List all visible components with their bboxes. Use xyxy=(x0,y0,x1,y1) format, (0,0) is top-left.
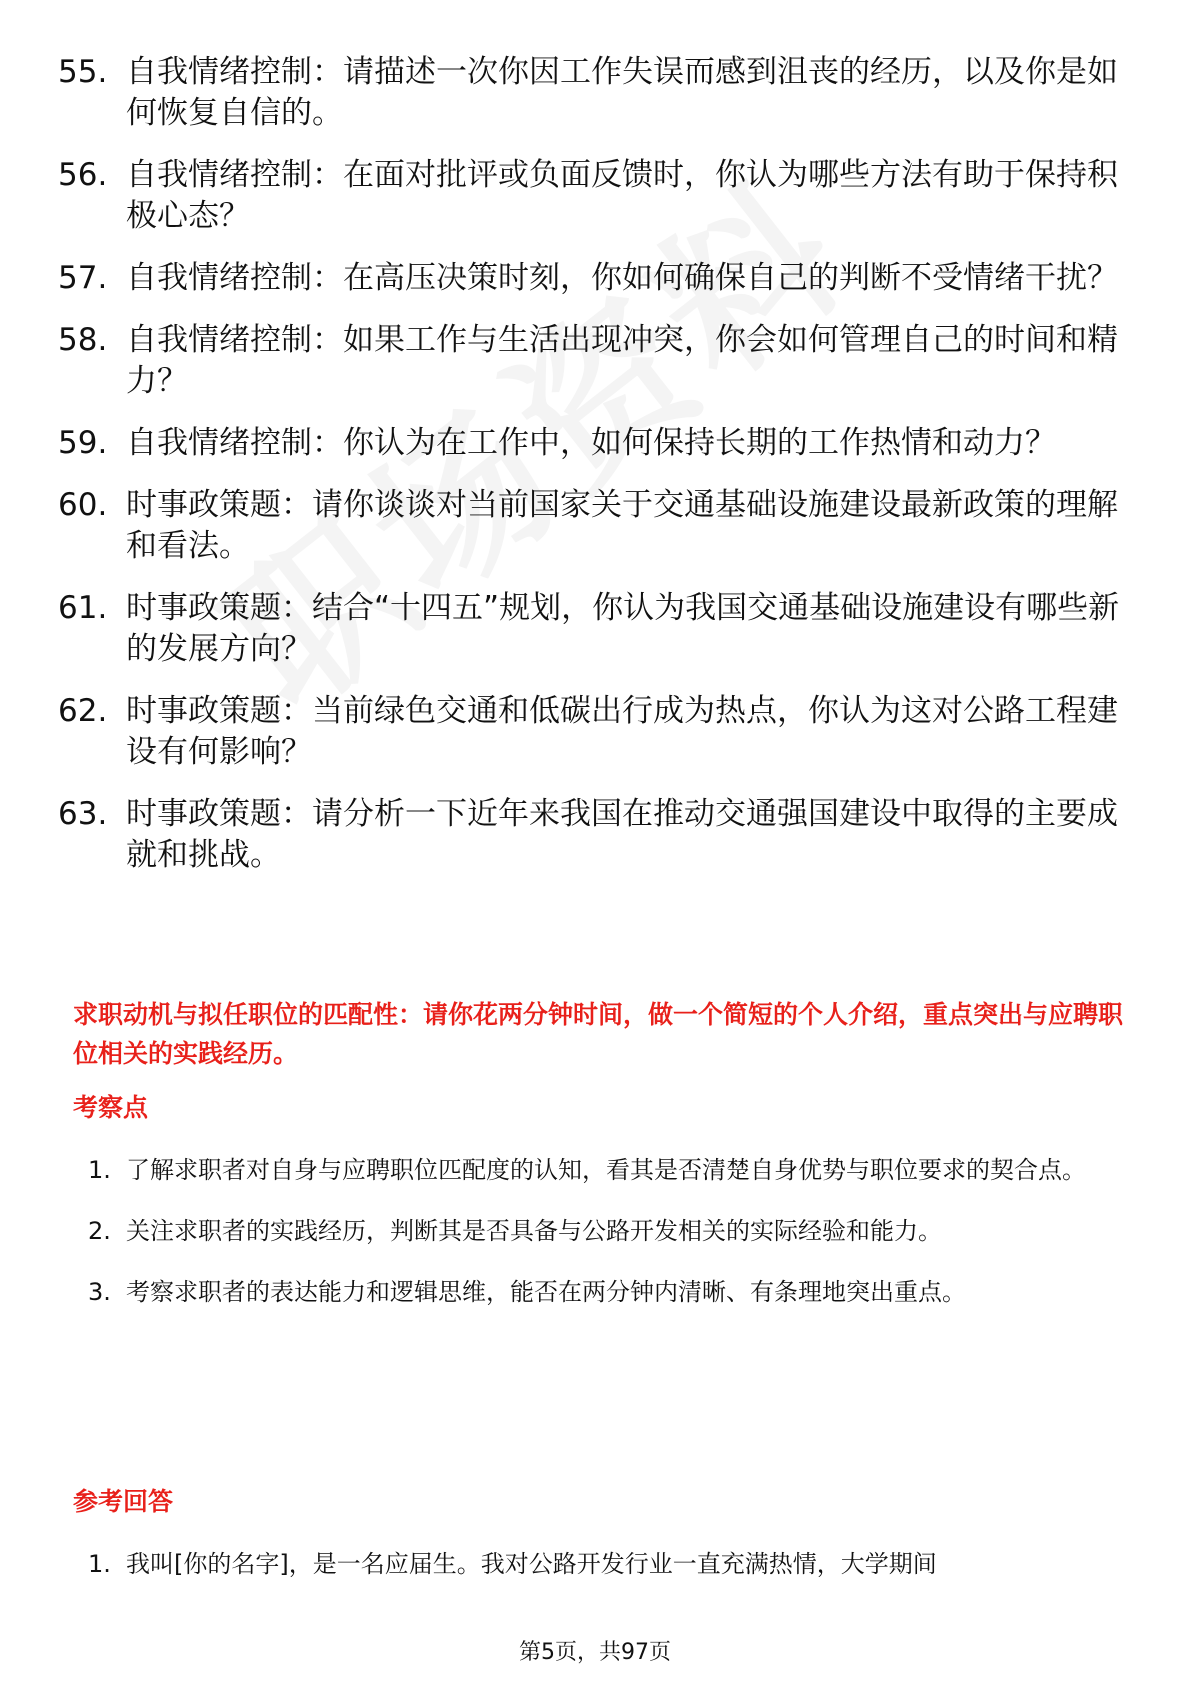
item-text: 时事政策题：请你谈谈对当前国家关于交通基础设施建设最新政策的理解和看法。 xyxy=(126,487,1118,564)
kaocha-list xyxy=(88,1140,1128,1323)
question-list xyxy=(58,52,1138,897)
item-text: 自我情绪控制：你认为在工作中，如何保持长期的工作热情和动力？ xyxy=(126,425,1056,461)
item-number: 61. xyxy=(58,590,108,626)
item-number: 57. xyxy=(58,260,108,296)
item-text: 自我情绪控制：如果工作与生活出现冲突，你会如何管理自己的时间和精力？ xyxy=(126,322,1118,399)
item-number: 3. xyxy=(88,1278,111,1306)
item-number: 63. xyxy=(58,796,108,832)
item-number: 62. xyxy=(58,693,108,729)
item-text: 时事政策题：请分析一下近年来我国在推动交通强国建设中取得的主要成就和挑战。 xyxy=(126,796,1118,873)
list-item xyxy=(88,1534,1128,1595)
list-item xyxy=(58,52,1138,134)
section-title: 求职动机与拟任职位的匹配性：请你花两分钟时间，做一个简短的个人介绍，重点突出与应聘职位相关的实践经历。 xyxy=(73,1000,1124,1068)
item-text: 考察求职者的表达能力和逻辑思维，能否在两分钟内清晰、有条理地突出重点。 xyxy=(126,1278,966,1306)
page-number: 第5页，共97页 xyxy=(519,1640,671,1665)
list-item xyxy=(58,320,1138,402)
list-item xyxy=(58,485,1138,567)
item-number: 55. xyxy=(58,54,108,90)
item-text: 自我情绪控制：请描述一次你因工作失误而感到沮丧的经历，以及你是如何恢复自信的。 xyxy=(126,54,1118,131)
item-number: 1. xyxy=(88,1156,111,1184)
list-item xyxy=(58,423,1138,464)
item-text: 了解求职者对自身与应聘职位匹配度的认知，看其是否清楚自身优势与职位要求的契合点。 xyxy=(126,1156,1086,1184)
list-item xyxy=(58,155,1138,237)
list-item xyxy=(58,588,1138,670)
list-item xyxy=(58,691,1138,773)
item-text: 时事政策题：当前绿色交通和低碳出行成为热点，你认为这对公路工程建设有何影响？ xyxy=(126,693,1118,770)
item-text: 我叫[你的名字]，是一名应届生。我对公路开发行业一直充满热情，大学期间 xyxy=(126,1550,937,1578)
item-number: 56. xyxy=(58,157,108,193)
item-number: 58. xyxy=(58,322,108,358)
item-number: 60. xyxy=(58,487,108,523)
item-number: 2. xyxy=(88,1217,111,1245)
list-item xyxy=(88,1201,1128,1262)
item-text: 关注求职者的实践经历，判断其是否具备与公路开发相关的实际经验和能力。 xyxy=(126,1217,942,1245)
answer-heading: 参考回答 xyxy=(73,1487,174,1516)
list-item xyxy=(88,1140,1128,1201)
item-text: 时事政策题：结合“十四五”规划，你认为我国交通基础设施建设有哪些新的发展方向？ xyxy=(126,590,1120,667)
list-item xyxy=(88,1262,1128,1323)
list-item xyxy=(58,794,1138,876)
item-text: 自我情绪控制：在面对批评或负面反馈时，你认为哪些方法有助于保持积极心态？ xyxy=(126,157,1118,234)
answer-list xyxy=(88,1534,1128,1595)
item-text: 自我情绪控制：在高压决策时刻，你如何确保自己的判断不受情绪干扰？ xyxy=(126,260,1118,296)
item-number: 1. xyxy=(88,1550,111,1578)
kaocha-heading: 考察点 xyxy=(73,1093,149,1122)
item-number: 59. xyxy=(58,425,108,461)
list-item xyxy=(58,258,1138,299)
